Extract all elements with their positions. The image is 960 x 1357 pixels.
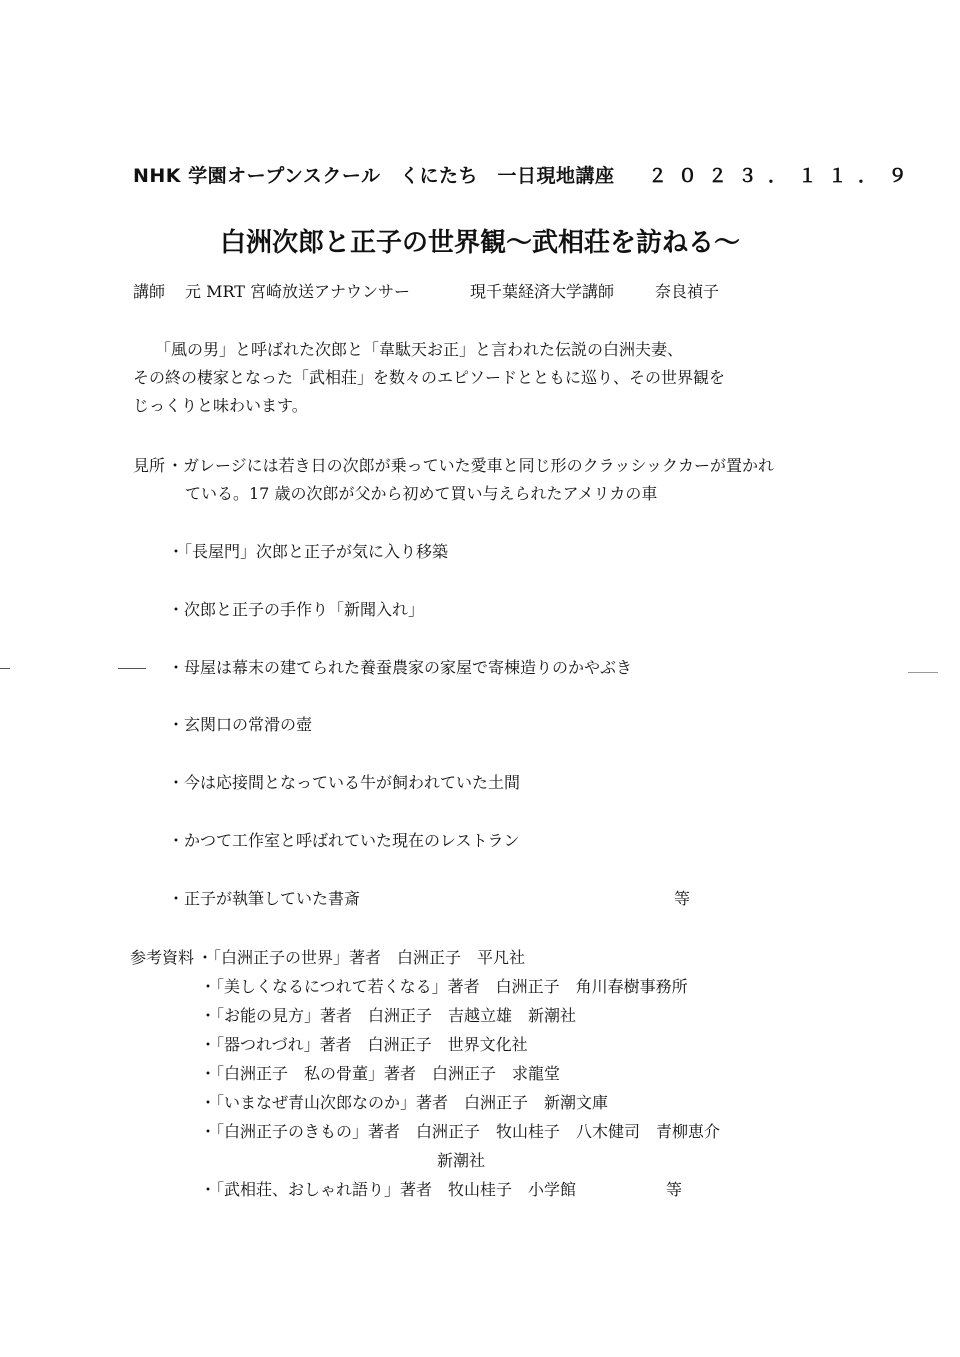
lecturer-label: 講師	[133, 282, 166, 301]
references-label: 参考資料	[130, 948, 195, 967]
intro-line: じっくりと味わいます。	[133, 396, 308, 415]
header-program	[133, 161, 919, 188]
highlight-item: ・「長屋門」次郎と正子が気に入り移築	[168, 542, 449, 561]
scan-artifact	[908, 672, 938, 673]
reference-item: ・「美しくなるにつれて若くなる」著者 白洲正子 角川春樹事務所	[200, 977, 688, 996]
highlight-item-continuation: ている。17 歳の次郎が父から初めて買い与えられたアメリカの車	[185, 484, 658, 503]
lecturer-name: 奈良禎子	[655, 282, 720, 301]
reference-item: ・「白洲正子 私の骨董」著者 白洲正子 求龍堂	[200, 1064, 561, 1083]
lecturer-current: 現千葉経済大学講師	[470, 282, 615, 301]
reference-publisher-continuation: 新潮社	[437, 1151, 486, 1170]
reference-item: ・「白洲正子のきもの」著者 白洲正子 牧山桂子 八木健司 青柳恵介	[200, 1122, 721, 1141]
highlight-item: ・かつて工作室と呼ばれていた現在のレストラン	[168, 831, 520, 850]
reference-item: ・「いまなぜ青山次郎なのか」著者 白洲正子 新潮文庫	[200, 1093, 609, 1112]
intro-line: その終の棲家となった「武相荘」を数々のエピソードとともに巡り、その世界観を	[133, 368, 726, 387]
reference-item: ・「武相荘、おしゃれ語り」著者 牧山桂子 小学館	[200, 1180, 577, 1199]
highlight-item: ・玄関口の常滑の壺	[168, 715, 313, 734]
highlights-etc: 等	[674, 889, 691, 908]
reference-item: ・「器つれづれ」著者 白洲正子 世界文化社	[200, 1035, 528, 1054]
highlight-item: ・今は応接間となっている牛が飼われていた土間	[168, 773, 521, 792]
lecture-date: ２０２３．１１．９	[648, 165, 919, 187]
program-name: NHK 学園オープンスクール くにたち 一日現地講座	[133, 165, 615, 187]
intro-line: 「風の男」と呼ばれた次郎と「韋駄天お正」と言われた伝説の白洲夫妻、	[155, 340, 684, 359]
highlight-item: ・正子が執筆していた書斎	[168, 889, 361, 908]
lecturer-former: 元 MRT 宮崎放送アナウンサー	[185, 282, 410, 301]
highlights-label: 見所	[133, 456, 166, 475]
highlight-item: ・次郎と正子の手作り「新聞入れ」	[168, 600, 425, 619]
references-etc: 等	[666, 1180, 683, 1199]
reference-item: ・「お能の見方」著者 白洲正子 吉越立雄 新潮社	[200, 1006, 577, 1025]
highlight-item: ・母屋は幕末の建てられた養蚕農家の家屋で寄棟造りのかやぶき	[168, 658, 633, 677]
highlight-item: ・ガレージには若き日の次郎が乗っていた愛車と同じ形のクラッシックカーが置かれ	[167, 456, 775, 475]
scan-artifact	[0, 668, 10, 669]
reference-item: ・「白洲正子の世界」著者 白洲正子 平凡社	[197, 948, 526, 967]
scan-artifact	[118, 668, 146, 669]
page-title: 白洲次郎と正子の世界観～武相荘を訪ねる～	[220, 228, 741, 258]
